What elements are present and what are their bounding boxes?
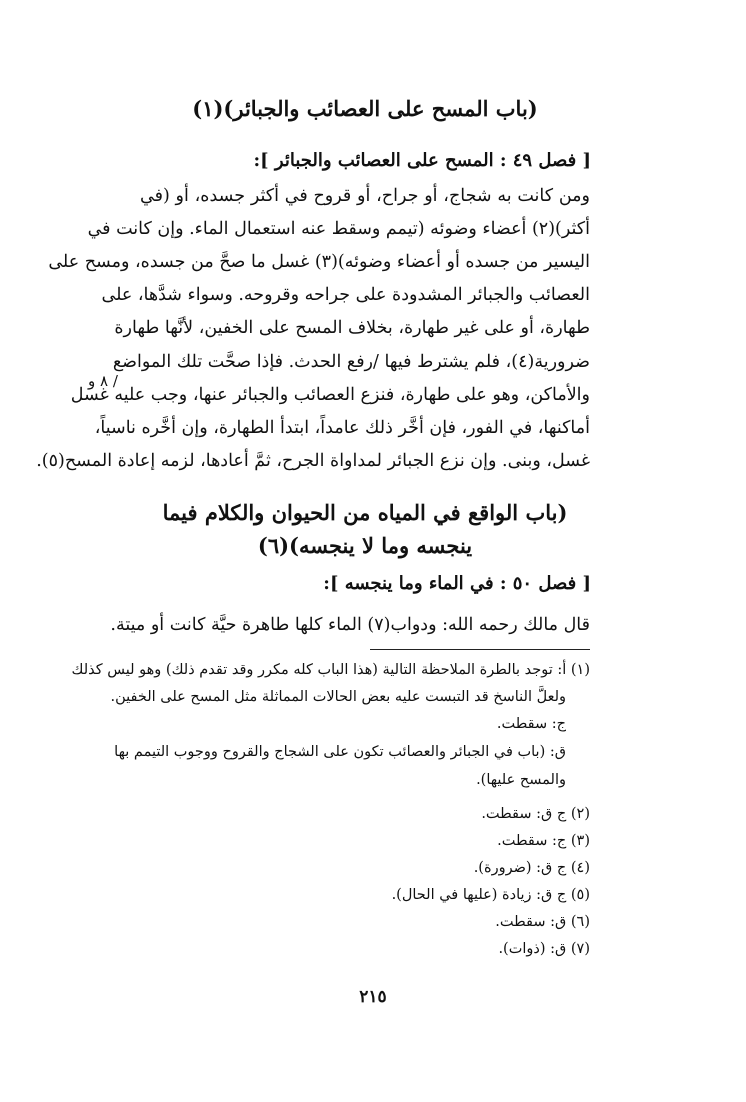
section-heading-49: [ فصل ٤٩ : المسح على العصائب والجبائر ]: bbox=[253, 150, 591, 171]
footnote-6: (٦) ق: سقطت. bbox=[495, 914, 590, 930]
body-line: أكثر)(٢) أعضاء وضوئه (تيمم وسقط عنه استعمال الماء. وإن كانت في bbox=[87, 219, 590, 239]
footnote-3: (٣) ج: سقطت. bbox=[497, 833, 590, 849]
body-line: أماكنها، في الفور، فإن أخَّر ذلك عامداً، ابتدأ الطهارة، وإن أخَّره ناسياً، bbox=[94, 418, 590, 438]
footnote-1-variant-q: ق: (باب في الجبائر والعصائب تكون على الشجاج والقروح ووجوب التيمم بها bbox=[114, 744, 566, 760]
page-number: ٢١٥ bbox=[359, 987, 387, 1007]
footnote-7: (٧) ق: (ذوات). bbox=[498, 941, 590, 957]
footnote-1-variant-j: ج: سقطت. bbox=[496, 716, 566, 732]
footnote-4: (٤) ج ق: (ضرورة). bbox=[473, 860, 590, 876]
footnote-1-continued: ولعلَّ الناسخ قد التبست عليه بعض الحالات المماثلة مثل المسح على الخفين. bbox=[110, 689, 566, 705]
footnote-1-variant-q-continued: والمسح عليها). bbox=[476, 772, 566, 788]
body-line: والأماكن، وهو على طهارة، فنزع العصائب والجبائر عنها، وجب عليه غسل bbox=[70, 385, 590, 405]
body-line: ضرورية(٤)، فلم يشترط فيها /رفع الحدث. فإذا صحَّت تلك المواضع bbox=[112, 352, 590, 372]
body-line: العصائب والجبائر المشدودة على جراحه وقروحه. وسواء شدَّها، على bbox=[101, 285, 590, 305]
manuscript-folio-marker: / ٨ و bbox=[88, 372, 118, 390]
body-line: طهارة، أو على غير طهارة، بخلاف المسح على الخفين، لأنَّها طهارة bbox=[114, 318, 590, 338]
footnote-2: (٢) ج ق: سقطت. bbox=[481, 806, 590, 822]
body-line: غسل، وبنى. وإن نزع الجبائر لمداواة الجرح، ثمَّ أعادها، لزمه إعادة المسح(٥). bbox=[36, 451, 590, 471]
body-line: ومن كانت به شجاج، أو جراح، أو قروح في أكثر جسده، أو (في bbox=[140, 186, 590, 206]
footnote-1: (١) أ: توجد بالطرة الملاحظة التالية (هذا الباب كله مكرر وقد تقدم ذلك) وهو ليس كذلك bbox=[71, 662, 590, 678]
footnote-separator bbox=[370, 649, 590, 650]
body-line: اليسير من جسده أو أعضاء وضوئه)(٣) غسل ما صحَّ من جسده، ومسح على bbox=[48, 252, 590, 272]
chapter-title-line-2: ينجسه وما لا ينجسه)(٦) bbox=[257, 533, 473, 558]
section-heading-50: [ فصل ٥٠ : في الماء وما ينجسه ]: bbox=[323, 573, 591, 594]
chapter-title-wiping-bandages: (باب المسح على العصائب والجبائر)(١) bbox=[192, 96, 538, 121]
chapter-title-line-1: (باب الواقع في المياه من الحيوان والكلام فيما bbox=[162, 500, 568, 525]
body-line: قال مالك رحمه الله: ودواب(٧) الماء كلها طاهرة حيَّة كانت أو ميتة. bbox=[110, 615, 590, 635]
footnote-5: (٥) ج ق: زيادة (عليها في الحال). bbox=[391, 887, 590, 903]
